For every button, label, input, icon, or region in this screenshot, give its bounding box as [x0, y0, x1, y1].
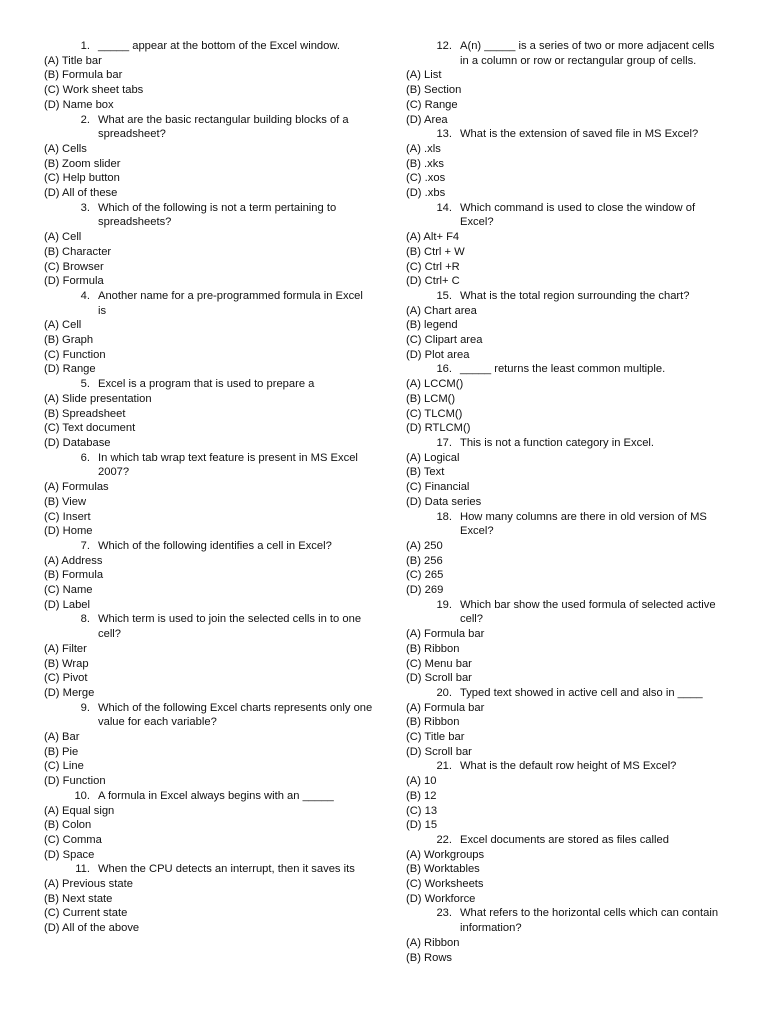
question: [406, 127, 726, 142]
question: [406, 436, 726, 451]
question-block: [44, 789, 374, 863]
question-number: 12.: [436, 40, 452, 52]
answer-option: (C) Comma: [44, 833, 102, 846]
question-text: Typed text showed in active cell and also in ____: [460, 686, 703, 699]
question-number: 3.: [80, 201, 90, 214]
answer-option: (B) Ribbon: [406, 642, 460, 655]
question-block: [44, 612, 374, 700]
question: [44, 201, 374, 230]
answer-option: (B) Colon: [44, 819, 92, 832]
answer-option: (D) Plot area: [406, 348, 470, 361]
answer-option: (C) Browser: [44, 260, 104, 273]
answer-option: (C) Financial: [406, 481, 470, 494]
question-text: When the CPU detects an interrupt, then it saves its: [98, 863, 355, 876]
question-number: 20.: [436, 686, 452, 699]
question-text: Which bar show the used formula of selected active cell?: [460, 598, 716, 626]
question: [44, 862, 374, 877]
question-block: [406, 686, 726, 760]
answer-option: (D) Range: [44, 363, 96, 376]
answer-option: (A) Ribbon: [406, 936, 460, 949]
answer-option: (B) Rows: [406, 951, 452, 964]
question: [406, 289, 726, 304]
question: [406, 906, 726, 935]
answer-option: (B) Next state: [44, 892, 113, 905]
answer-option: (A) 250: [406, 539, 443, 552]
answer-option: (A) Alt+ F4: [406, 231, 460, 244]
answer-option: (B) Formula: [44, 569, 104, 582]
question: [44, 289, 374, 318]
question: [406, 362, 726, 377]
question-text: _____ appear at the bottom of the Excel window.: [98, 40, 340, 52]
question-block: [44, 451, 374, 539]
answer-option: (D) Database: [44, 436, 111, 449]
answer-option: (D) Ctrl+ C: [406, 275, 460, 288]
question-text: Which term is used to join the selected cells in to one cell?: [98, 613, 362, 641]
question: [406, 39, 726, 68]
question-block: [44, 701, 374, 789]
question: [406, 833, 726, 848]
answer-option: (B) Ctrl + W: [406, 245, 465, 258]
question: [44, 539, 374, 554]
question-block: [406, 906, 726, 965]
question-number: 4.: [80, 289, 90, 302]
answer-option: (D) Merge: [44, 686, 95, 699]
answer-option: (C) Title bar: [406, 731, 465, 744]
answer-option: (A) Filter: [44, 642, 87, 655]
answer-option: (D) 15: [406, 819, 438, 832]
answer-option: (C) Line: [44, 760, 84, 773]
question: [44, 39, 374, 54]
question-block: [44, 862, 374, 936]
question-text: A formula in Excel always begins with an _____: [98, 789, 334, 802]
question-text: Which of the following identifies a cell in Excel?: [98, 539, 332, 552]
question-block: [406, 362, 726, 436]
question: [406, 686, 726, 701]
answer-option: (B) Spreadsheet: [44, 407, 126, 420]
question-number: 9.: [80, 701, 90, 714]
answer-option: (A) 10: [406, 775, 437, 788]
question-text: What are the basic rectangular building blocks of a spreadsheet?: [98, 113, 349, 141]
question: [406, 759, 726, 774]
answer-option: (A) Equal sign: [44, 804, 115, 817]
answer-option: (D) RTLCM(): [406, 422, 471, 435]
answer-option: (B) Text: [406, 466, 445, 479]
question-text: Excel documents are stored as files called: [460, 833, 669, 846]
answer-option: (D) All of the above: [44, 922, 140, 935]
question-block: [406, 598, 726, 686]
question-number: 17.: [436, 436, 452, 449]
question: [44, 451, 374, 480]
question-number: 10.: [74, 789, 90, 802]
question-block: [44, 201, 374, 289]
answer-option: (D) Area: [406, 113, 448, 126]
answer-option: (B) View: [44, 495, 87, 508]
question-text: What refers to the horizontal cells which can contain information?: [460, 907, 719, 935]
answer-option: (D) Data series: [406, 495, 482, 508]
answer-option: (C) Pivot: [44, 672, 88, 685]
answer-option: (A) Address: [44, 554, 103, 567]
question-text: How many columns are there in old version of MS Excel?: [460, 510, 707, 538]
question-number: 14.: [436, 201, 452, 214]
question-text: Which of the following Excel charts represents only one value for each variable?: [98, 701, 373, 729]
answer-option: (D) Scroll bar: [406, 672, 472, 685]
right-column: [406, 39, 726, 965]
question: [44, 789, 374, 804]
answer-option: (C) Range: [406, 98, 458, 111]
answer-option: (B) Section: [406, 84, 462, 97]
question-text: In which tab wrap text feature is present in MS Excel 2007?: [98, 451, 358, 479]
answer-option: (A) Bar: [44, 731, 80, 744]
question-text: Which of the following is not a term pertaining to spreadsheets?: [98, 201, 337, 229]
answer-option: (A) Title bar: [44, 54, 102, 67]
question-block: [406, 39, 726, 127]
question-number: 15.: [436, 289, 452, 302]
answer-option: (D) Formula: [44, 275, 104, 288]
answer-option: (B) Formula bar: [44, 69, 123, 82]
answer-option: (C) .xos: [406, 172, 446, 185]
question-text: Which command is used to close the window of Excel?: [460, 201, 696, 229]
answer-option: (D) Scroll bar: [406, 745, 472, 758]
question-number: 22.: [436, 833, 452, 846]
answer-option: (D) Workforce: [406, 892, 476, 905]
question: [44, 612, 374, 641]
question-text: What is the default row height of MS Excel?: [460, 760, 677, 773]
answer-option: (D) Label: [44, 598, 91, 611]
question-text: This is not a function category in Excel.: [460, 436, 655, 449]
answer-option: (B) Wrap: [44, 657, 89, 670]
answer-option: (A) Logical: [406, 451, 460, 464]
left-column: [44, 39, 374, 936]
answer-option: (B) 256: [406, 554, 443, 567]
question-number: 11.: [75, 863, 90, 876]
answer-option: (A) Workgroups: [406, 848, 485, 861]
answer-option: (A) List: [406, 69, 442, 82]
question-number: 19.: [436, 598, 452, 611]
answer-option: (B) legend: [406, 319, 458, 332]
question-block: [44, 377, 374, 451]
question-block: [406, 127, 726, 201]
answer-option: (C) Ctrl +R: [406, 260, 460, 273]
answer-option: (A) Cells: [44, 142, 87, 155]
answer-option: (D) All of these: [44, 187, 118, 200]
question-number: 7.: [80, 539, 90, 552]
question-block: [44, 113, 374, 201]
answer-option: (B) .xks: [406, 157, 444, 170]
answer-option: (A) Formula bar: [406, 628, 485, 641]
question-number: 8.: [80, 613, 90, 626]
answer-option: (A) Formulas: [44, 481, 109, 494]
question-number: 23.: [436, 907, 452, 920]
answer-option: (C) Name: [44, 584, 93, 597]
answer-option: (B) LCM(): [406, 392, 456, 405]
answer-option: (C) Text document: [44, 422, 136, 435]
answer-option: (C) Menu bar: [406, 657, 472, 670]
question-number: 21.: [436, 760, 452, 773]
question-block: [406, 436, 726, 510]
question-block: [406, 201, 726, 289]
question: [44, 113, 374, 142]
answer-option: (D) Home: [44, 525, 93, 538]
question: [406, 510, 726, 539]
answer-option: (C) Help button: [44, 172, 120, 185]
answer-option: (C) 13: [406, 804, 438, 817]
question-number: 16.: [436, 363, 452, 376]
answer-option: (B) Zoom slider: [44, 157, 121, 170]
answer-option: (C) Worksheets: [406, 878, 484, 891]
question: [44, 701, 374, 730]
question: [44, 377, 374, 392]
answer-option: (C) 265: [406, 569, 444, 582]
answer-option: (A) Cell: [44, 319, 82, 332]
question-text: _____ returns the least common multiple.: [460, 363, 666, 376]
question-number: 13.: [436, 128, 452, 141]
question-number: 1.: [80, 40, 90, 52]
answer-option: (C) Clipart area: [406, 334, 483, 347]
answer-option: (D) Name box: [44, 98, 114, 111]
answer-option: (D) Function: [44, 775, 106, 788]
answer-option: (A) Cell: [44, 231, 82, 244]
question-text: What is the total region surrounding the chart?: [460, 289, 690, 302]
question-text: What is the extension of saved file in MS Excel?: [460, 128, 699, 141]
answer-option: (A) LCCM(): [406, 378, 464, 391]
answer-option: (A) Previous state: [44, 878, 133, 891]
question-number: 5.: [80, 378, 90, 391]
answer-option: (C) Work sheet tabs: [44, 84, 144, 97]
answer-option: (B) Graph: [44, 334, 94, 347]
answer-option: (A) Chart area: [406, 304, 477, 317]
question-block: [406, 289, 726, 363]
answer-option: (B) 12: [406, 789, 437, 802]
answer-option: (D) Space: [44, 848, 95, 861]
question-text: A(n) _____ is a series of two or more adjacent cells in a column or row or rectangular group of cells.: [460, 40, 715, 67]
answer-option: (C) Current state: [44, 907, 128, 920]
answer-option: (C) TLCM(): [406, 407, 463, 420]
answer-option: (B) Ribbon: [406, 716, 460, 729]
question: [406, 598, 726, 627]
answer-option: (A) .xls: [406, 142, 441, 155]
question-number: 6.: [80, 451, 90, 464]
question-text: Another name for a pre-programmed formula in Excel is: [98, 289, 363, 317]
answer-option: (B) Worktables: [406, 863, 480, 876]
question-text: Excel is a program that is used to prepare a: [98, 378, 315, 391]
question-block: [406, 759, 726, 833]
question-block: [44, 289, 374, 377]
question-block: [406, 510, 726, 598]
answer-option: (A) Formula bar: [406, 701, 485, 714]
answer-option: (C) Insert: [44, 510, 91, 523]
question-number: 18.: [436, 510, 452, 523]
question-block: [406, 833, 726, 907]
question-block: [44, 39, 374, 113]
answer-option: (C) Function: [44, 348, 106, 361]
answer-option: (B) Character: [44, 245, 112, 258]
question: [406, 201, 726, 230]
answer-option: (A) Slide presentation: [44, 392, 152, 405]
answer-option: (B) Pie: [44, 745, 79, 758]
answer-option: (D) .xbs: [406, 187, 446, 200]
question-block: [44, 539, 374, 613]
answer-option: (D) 269: [406, 584, 444, 597]
question-number: 2.: [80, 113, 90, 126]
